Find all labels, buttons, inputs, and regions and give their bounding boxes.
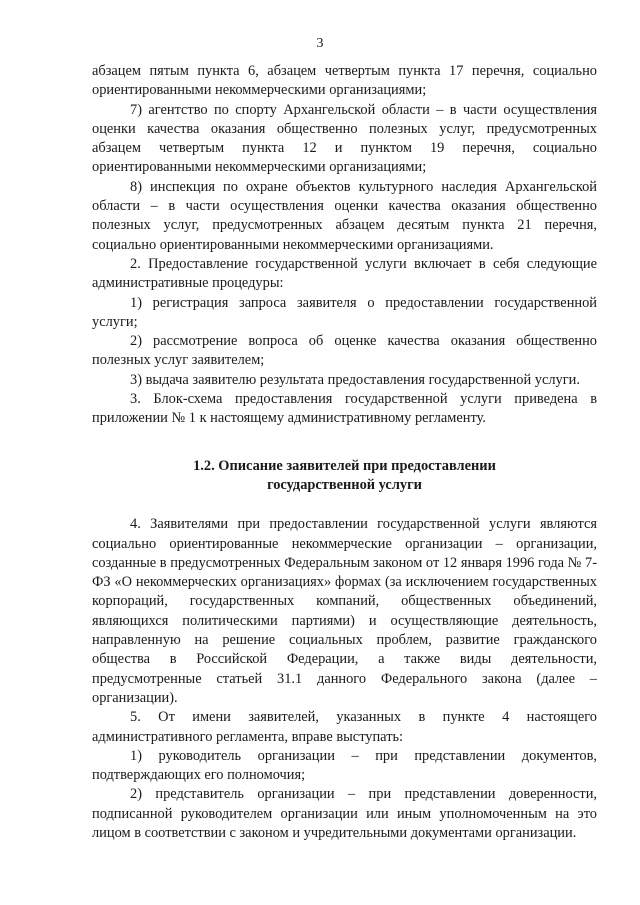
paragraph: 2) представитель организации – при представлении доверенности, подписанной руководителем организации или иным уполномоченным на это лицом в соответствии с законом и учредительными документами организации.	[92, 786, 597, 841]
document-body	[92, 62, 597, 843]
paragraph: 5. От имени заявителей, указанных в пункте 4 настоящего административного регламента, вправе выступать:	[92, 709, 597, 745]
section-heading-line: государственной услуги	[267, 476, 422, 493]
section-heading-line: 1.2. Описание заявителей при предоставлении	[193, 457, 496, 474]
paragraph: 1) регистрация запроса заявителя о предоставлении государственной услуги;	[92, 294, 597, 330]
paragraph: 7) агентство по спорту Архангельской области – в части осуществления оценки качества оказания общественно полезных услуг, предусмотренных абзацем четвертым пункта 12 и пунктом 19 перечня, социально ориентированными некоммерческими организациями;	[92, 101, 597, 176]
paragraph: 2. Предоставление государственной услуги включает в себя следующие административные процедуры:	[92, 255, 597, 292]
page-number: 3	[316, 36, 324, 51]
paragraph: 8) инспекция по охране объектов культурного наследия Архангельской области – в части осуществления оценки качества оказания общественно полезных услуг, предусмотренных абзацем десятым пункта 21 перечня, социально ориентированными некоммерческими организациями.	[92, 178, 597, 253]
paragraph: 3) выдача заявителю результата предоставления государственной услуги.	[130, 371, 580, 388]
paragraphs-before	[92, 62, 597, 429]
paragraphs-after	[92, 515, 597, 843]
paragraph: 1) руководитель организации – при представлении документов, подтверждающих его полномочия;	[92, 747, 597, 784]
paragraph: 3. Блок-схема предоставления государственной услуги приведена в приложении № 1 к настоящему административному регламенту.	[92, 391, 597, 427]
paragraph: абзацем пятым пункта 6, абзацем четвертым пункта 17 перечня, социально ориентированными некоммерческими организациями;	[92, 63, 597, 99]
section-heading	[92, 457, 597, 496]
paragraph: 2) рассмотрение вопроса об оценке качества оказания общественно полезных услуг заявителем;	[92, 333, 597, 369]
paragraph: 4. Заявителями при предоставлении государственной услуги являются социально ориентированные некоммерческие организации – организации, созданные в предусмотренных Федеральным законом от 12 января 1996 года № 7-ФЗ «О некоммерческих организациях» формах (за исключением государственных корпораций, государственных компаний, общественных объединений, являющихся политическими партиями) и осуществляющие деятельность, направленную на решение социальных проблем, развитие гражданского общества в Российской Федерации, а также виды деятельности, предусмотренные статьей 31.1 данного Федерального закона (далее – организации).	[92, 516, 597, 706]
